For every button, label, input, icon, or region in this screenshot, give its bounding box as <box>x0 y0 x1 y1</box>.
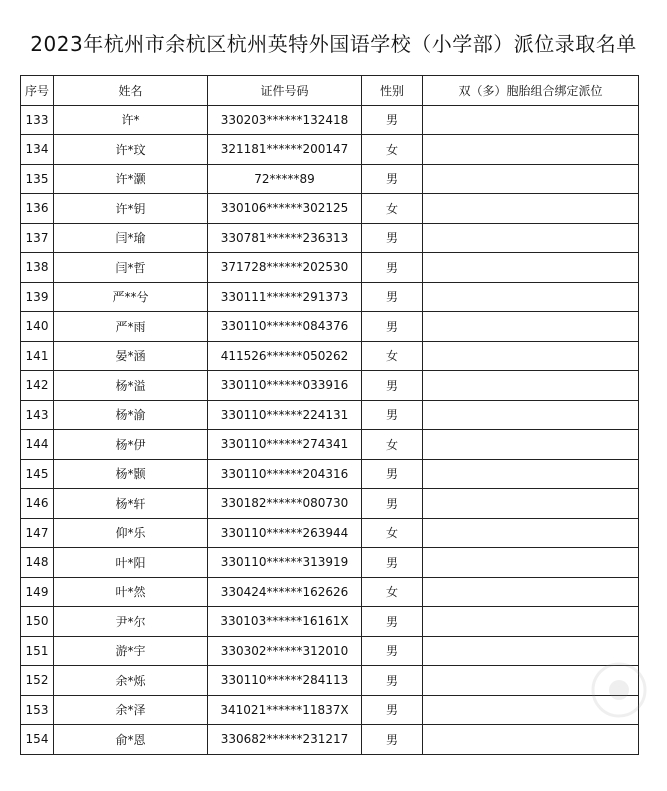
cell-twins <box>423 577 639 607</box>
cell-id-number: 341021******11837X <box>208 695 362 725</box>
cell-name: 余*泽 <box>54 695 208 725</box>
cell-name: 闫*哲 <box>54 253 208 283</box>
cell-twins <box>423 282 639 312</box>
table-row <box>21 194 639 224</box>
cell-gender: 男 <box>362 725 423 755</box>
cell-index: 146 <box>21 489 54 519</box>
cell-twins <box>423 164 639 194</box>
table-row <box>21 489 639 519</box>
cell-name: 尹*尔 <box>54 607 208 637</box>
cell-gender: 男 <box>362 489 423 519</box>
cell-gender: 男 <box>362 223 423 253</box>
cell-id-number: 330424******162626 <box>208 577 362 607</box>
cell-name: 晏*涵 <box>54 341 208 371</box>
cell-index: 140 <box>21 312 54 342</box>
cell-name: 严**兮 <box>54 282 208 312</box>
cell-index: 153 <box>21 695 54 725</box>
header-name: 姓名 <box>54 76 208 106</box>
cell-index: 134 <box>21 135 54 165</box>
table-row <box>21 666 639 696</box>
cell-name: 许* <box>54 105 208 135</box>
cell-gender: 男 <box>362 371 423 401</box>
cell-twins <box>423 371 639 401</box>
cell-gender: 男 <box>362 105 423 135</box>
cell-id-number: 330110******263944 <box>208 518 362 548</box>
cell-id-number: 330110******204316 <box>208 459 362 489</box>
header-twins: 双（多）胞胎组合绑定派位 <box>423 76 639 106</box>
cell-index: 141 <box>21 341 54 371</box>
table-row <box>21 341 639 371</box>
cell-id-number: 371728******202530 <box>208 253 362 283</box>
cell-gender: 男 <box>362 666 423 696</box>
page-title: 2023年杭州市余杭区杭州英特外国语学校（小学部）派位录取名单 <box>30 32 637 56</box>
table-header-row <box>21 76 639 106</box>
watermark-icon <box>589 660 649 720</box>
cell-index: 150 <box>21 607 54 637</box>
table-row <box>21 459 639 489</box>
cell-gender: 男 <box>362 400 423 430</box>
cell-gender: 男 <box>362 459 423 489</box>
cell-name: 许*钥 <box>54 194 208 224</box>
table-row <box>21 695 639 725</box>
cell-id-number: 330203******132418 <box>208 105 362 135</box>
cell-id-number: 330682******231217 <box>208 725 362 755</box>
cell-gender: 男 <box>362 607 423 637</box>
cell-id-number: 330182******080730 <box>208 489 362 519</box>
cell-twins <box>423 430 639 460</box>
cell-twins <box>423 312 639 342</box>
cell-name: 许*灏 <box>54 164 208 194</box>
cell-id-number: 330110******084376 <box>208 312 362 342</box>
table-row <box>21 253 639 283</box>
cell-twins <box>423 400 639 430</box>
table-row <box>21 223 639 253</box>
cell-name: 俞*恩 <box>54 725 208 755</box>
cell-name: 闫*瑜 <box>54 223 208 253</box>
cell-id-number: 330110******274341 <box>208 430 362 460</box>
table-row <box>21 371 639 401</box>
table-row <box>21 636 639 666</box>
cell-id-number: 330110******284113 <box>208 666 362 696</box>
cell-index: 145 <box>21 459 54 489</box>
table-row <box>21 577 639 607</box>
cell-index: 139 <box>21 282 54 312</box>
cell-gender: 男 <box>362 695 423 725</box>
cell-twins <box>423 135 639 165</box>
cell-id-number: 330106******302125 <box>208 194 362 224</box>
cell-name: 许*玟 <box>54 135 208 165</box>
cell-index: 154 <box>21 725 54 755</box>
cell-twins <box>423 223 639 253</box>
cell-gender: 女 <box>362 577 423 607</box>
cell-index: 152 <box>21 666 54 696</box>
cell-gender: 女 <box>362 135 423 165</box>
cell-twins <box>423 194 639 224</box>
cell-twins <box>423 253 639 283</box>
table-row <box>21 400 639 430</box>
table-row <box>21 518 639 548</box>
cell-twins <box>423 105 639 135</box>
cell-id-number: 330111******291373 <box>208 282 362 312</box>
cell-name: 杨*伊 <box>54 430 208 460</box>
cell-gender: 男 <box>362 253 423 283</box>
table-row <box>21 282 639 312</box>
cell-id-number: 330781******236313 <box>208 223 362 253</box>
cell-gender: 男 <box>362 636 423 666</box>
cell-twins <box>423 607 639 637</box>
table-row <box>21 607 639 637</box>
header-gender: 性别 <box>362 76 423 106</box>
cell-id-number: 321181******200147 <box>208 135 362 165</box>
cell-twins <box>423 725 639 755</box>
cell-index: 135 <box>21 164 54 194</box>
cell-name: 杨*溢 <box>54 371 208 401</box>
cell-id-number: 330110******313919 <box>208 548 362 578</box>
cell-id-number: 330302******312010 <box>208 636 362 666</box>
cell-twins <box>423 459 639 489</box>
cell-name: 杨*渝 <box>54 400 208 430</box>
cell-id-number: 330110******224131 <box>208 400 362 430</box>
cell-name: 叶*然 <box>54 577 208 607</box>
cell-index: 148 <box>21 548 54 578</box>
table-row <box>21 725 639 755</box>
cell-index: 149 <box>21 577 54 607</box>
cell-index: 133 <box>21 105 54 135</box>
cell-name: 叶*阳 <box>54 548 208 578</box>
cell-id-number: 411526******050262 <box>208 341 362 371</box>
cell-index: 144 <box>21 430 54 460</box>
header-index: 序号 <box>21 76 54 106</box>
cell-gender: 男 <box>362 312 423 342</box>
table-row <box>21 135 639 165</box>
cell-index: 151 <box>21 636 54 666</box>
cell-name: 余*烁 <box>54 666 208 696</box>
table-row <box>21 105 639 135</box>
table-row <box>21 312 639 342</box>
cell-index: 136 <box>21 194 54 224</box>
cell-name: 严*雨 <box>54 312 208 342</box>
cell-gender: 男 <box>362 282 423 312</box>
admission-table <box>20 75 639 755</box>
cell-name: 游*宇 <box>54 636 208 666</box>
cell-twins <box>423 548 639 578</box>
cell-gender: 男 <box>362 164 423 194</box>
cell-name: 杨*颢 <box>54 459 208 489</box>
cell-twins <box>423 518 639 548</box>
header-id-number: 证件号码 <box>208 76 362 106</box>
cell-index: 142 <box>21 371 54 401</box>
cell-gender: 男 <box>362 548 423 578</box>
cell-name: 杨*轩 <box>54 489 208 519</box>
cell-id-number: 330110******033916 <box>208 371 362 401</box>
cell-twins <box>423 341 639 371</box>
cell-gender: 女 <box>362 341 423 371</box>
cell-index: 143 <box>21 400 54 430</box>
cell-gender: 女 <box>362 518 423 548</box>
table-row <box>21 430 639 460</box>
table-row <box>21 548 639 578</box>
cell-index: 138 <box>21 253 54 283</box>
cell-index: 147 <box>21 518 54 548</box>
table-row <box>21 164 639 194</box>
cell-id-number: 72*****89 <box>208 164 362 194</box>
cell-index: 137 <box>21 223 54 253</box>
cell-gender: 女 <box>362 430 423 460</box>
cell-gender: 女 <box>362 194 423 224</box>
cell-name: 仰*乐 <box>54 518 208 548</box>
cell-twins <box>423 489 639 519</box>
cell-id-number: 330103******16161X <box>208 607 362 637</box>
